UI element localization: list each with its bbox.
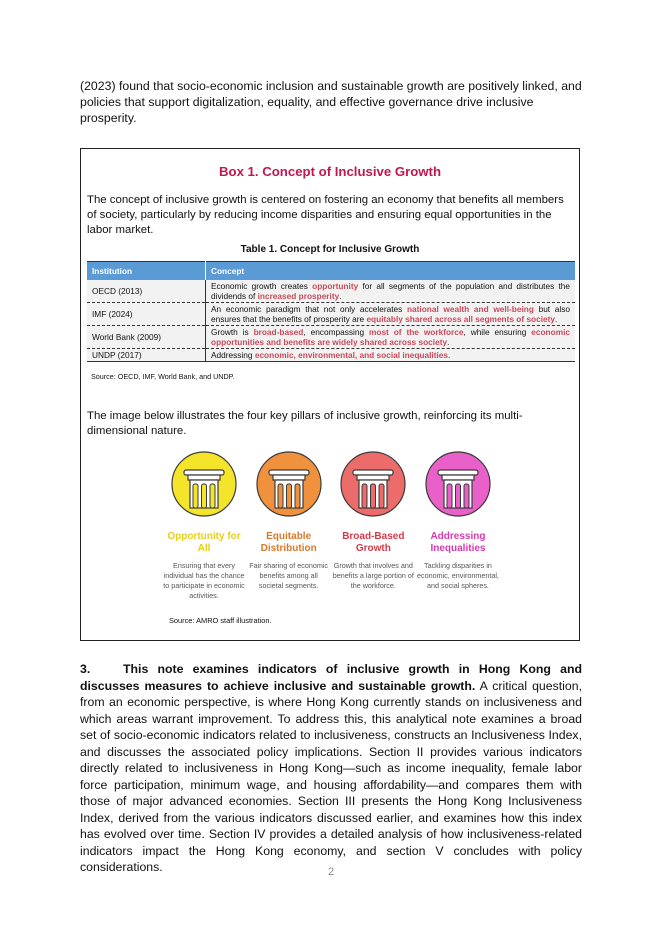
table-row <box>87 280 575 303</box>
pillar-description: Ensuring that every individual has the chance to participate in economic activities. <box>163 561 245 600</box>
concept-cell <box>206 326 576 349</box>
concept-cell <box>206 303 576 326</box>
concept-text: , while ensuring <box>463 327 532 337</box>
pillar-broad-based-growth <box>332 451 414 601</box>
pillar-title: Addressing Inequalities <box>430 531 486 554</box>
highlighted-term: equitably shared across all segments of society <box>366 314 556 324</box>
pillar-title: Equitable Distribution <box>260 531 317 554</box>
intro-paragraph: (2023) found that socio-economic inclusion and sustainable growth are positively linked, and policies that support digitalization, equality, and effective governance drive inclusive prosperity. <box>80 79 582 125</box>
table-row <box>87 326 575 349</box>
institution-cell: IMF (2024) <box>87 303 206 326</box>
paragraph-body: A critical question, from an economic perspective, is where Hong Kong currently stands on inclusiveness and which areas warrant improvement. To address this, this analytical note examines a broad set of socio-economic indicators related to inclusiveness, constructs an Inclusiveness Index, and discusses the associated policy implications. Section II provides various indicators directly related to inclusiveness in Hong Kong—such as income inequality, female labor force participation, minimum wage, and housing affordability—and compares them with those of major advanced economies. Section III presents the Hong Kong Inclusiveness Index, derived from the various indicators discussed earlier, and examines how this index has evolved over time. Section IV provides a detailed analysis of how inclusiveness-related indicators impact the Hong Kong economy, and section V concludes with policy considerations. <box>80 678 582 874</box>
concept-text: . <box>448 350 451 360</box>
column-header-institution: Institution <box>87 262 206 281</box>
pillar-description: Fair sharing of economic benefits among all societal segments. <box>249 561 328 590</box>
table-source-note: Source: OECD, IMF, World Bank, and UNDP. <box>91 372 235 381</box>
concept-text: but also ensures that the benefits of prosperity are <box>211 304 570 324</box>
table-row <box>87 303 575 326</box>
highlighted-term: increased prosperity <box>257 291 340 301</box>
pillar-opportunity-for-all <box>163 451 245 601</box>
highlighted-term: economic, environmental, and social inequalities <box>254 350 449 360</box>
table-row <box>87 349 575 362</box>
institution-cell: UNDP (2017) <box>87 349 206 362</box>
pillar-column-icon <box>256 451 322 522</box>
pillar-description: Growth that involves and benefits a large portion of the workforce. <box>332 561 414 590</box>
institution-cell: OECD (2013) <box>87 280 206 303</box>
concept-text: . <box>555 314 558 324</box>
column-header-concept: Concept <box>206 262 576 281</box>
pillars-figure <box>163 451 499 601</box>
figure-source-note: Source: AMRO staff illustration. <box>169 616 272 625</box>
page-number: 2 <box>327 866 335 878</box>
concept-text: , encompassing <box>303 327 369 337</box>
concept-text: for all segments of the population and distributes the dividends of <box>211 281 570 301</box>
box-intro-text: The concept of inclusive growth is centered on fostering an economy that benefits all members of society, particularly by reducing income disparities and ensuring equal opportunities in the labor market. <box>87 194 564 236</box>
concept-text: Growth is <box>211 327 254 337</box>
highlighted-term: most of the workforce <box>369 327 464 337</box>
concept-text: . <box>339 291 342 301</box>
paragraph-number: 3. <box>80 662 91 676</box>
pillar-title: Opportunity for All <box>167 531 241 554</box>
concept-text: Economic growth creates <box>211 281 313 291</box>
pillar-column-icon <box>425 451 491 522</box>
pillar-column-icon <box>340 451 406 522</box>
concept-table <box>87 261 575 362</box>
highlighted-term: opportunity <box>312 281 359 291</box>
table-header-row <box>87 262 575 281</box>
pillar-description: Tackling disparities in economic, environmental, and social spheres. <box>417 561 499 590</box>
paragraph-3 <box>80 661 582 876</box>
concept-cell <box>206 280 576 303</box>
concept-text: Addressing <box>211 350 255 360</box>
highlighted-term: broad-based <box>253 327 304 337</box>
table-title: Table 1. Concept for Inclusive Growth <box>240 244 420 255</box>
concept-text: An economic paradigm that not only accelerates <box>211 304 407 314</box>
paragraph-bold-lead: This note examines indicators of inclusive growth in Hong Kong and discusses measures to achieve inclusive and sustainable growth. <box>80 662 582 693</box>
concept-text: . <box>447 337 450 347</box>
pillar-addressing-inequalities <box>417 451 499 601</box>
pillar-equitable-distribution <box>248 451 330 601</box>
highlighted-term: economic opportunities and benefits are widely shared across society <box>211 327 570 347</box>
highlighted-term: national wealth and well-being <box>406 304 534 314</box>
box-1-inclusive-growth <box>80 148 580 641</box>
pillars-intro-text: The image below illustrates the four key pillars of inclusive growth, reinforcing its multi-dimensional nature. <box>87 410 523 437</box>
box-title: Box 1. Concept of Inclusive Growth <box>218 164 442 179</box>
pillar-title: Broad-Based Growth <box>342 531 405 554</box>
concept-cell <box>206 349 576 362</box>
pillar-column-icon <box>171 451 237 522</box>
institution-cell: World Bank (2009) <box>87 326 206 349</box>
